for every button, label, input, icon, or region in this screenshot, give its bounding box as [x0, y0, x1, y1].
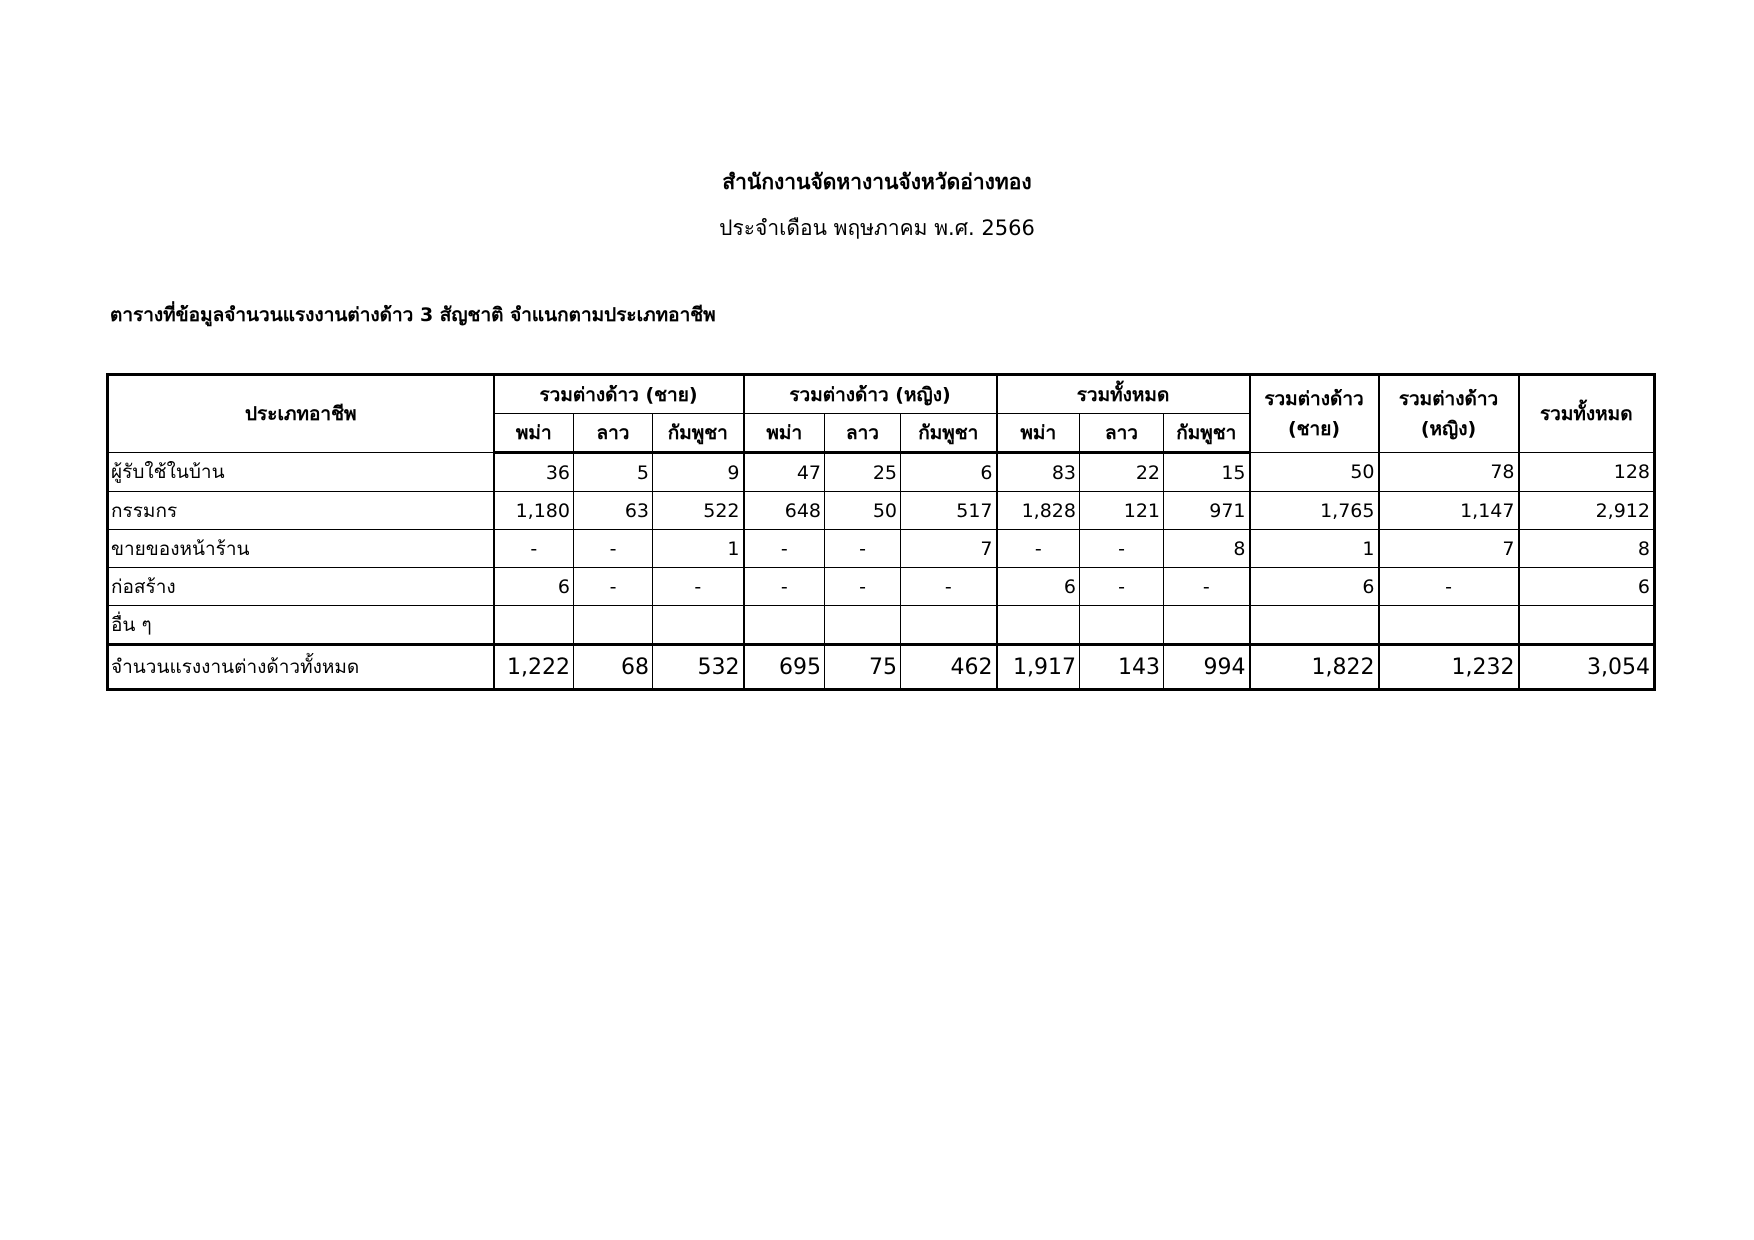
table-cell: 47 [744, 453, 825, 492]
total-female-header: รวมต่างด้าว (หญิง) [1379, 375, 1519, 453]
table-cell: 2,912 [1519, 492, 1655, 530]
table-cell: 1,828 [997, 492, 1080, 530]
table-cell: 7 [1379, 530, 1519, 568]
nationality-header: พม่า [997, 414, 1080, 453]
table-cell [494, 606, 574, 645]
labor-table [106, 373, 1656, 691]
table-cell: 522 [653, 492, 744, 530]
table-cell: - [1080, 568, 1164, 606]
table-cell: 1,180 [494, 492, 574, 530]
nationality-header: ลาว [825, 414, 901, 453]
table-cell: - [574, 568, 653, 606]
nationality-header: พม่า [494, 414, 574, 453]
table-cell: 532 [653, 645, 744, 690]
table-cell: 5 [574, 453, 653, 492]
table-cell: 68 [574, 645, 653, 690]
table-cell: 1,822 [1250, 645, 1379, 690]
table-cell: - [825, 568, 901, 606]
table-cell: 8 [1164, 530, 1250, 568]
table-cell: - [744, 568, 825, 606]
table-cell [1519, 606, 1655, 645]
total-row [108, 645, 1655, 690]
table-cell: 695 [744, 645, 825, 690]
occupation-header: ประเภทอาชีพ [108, 375, 494, 453]
nationality-header: กัมพูชา [1164, 414, 1250, 453]
grand-total-header: รวมทั้งหมด [1519, 375, 1655, 453]
female-group-header: รวมต่างด้าว (หญิง) [744, 375, 997, 414]
table-row [108, 453, 1655, 492]
table-cell: 50 [1250, 453, 1379, 492]
table-cell [1379, 606, 1519, 645]
table-cell: - [744, 530, 825, 568]
table-cell: 22 [1080, 453, 1164, 492]
table-cell [825, 606, 901, 645]
table-cell: 1 [1250, 530, 1379, 568]
table-cell [997, 606, 1080, 645]
table-cell: 648 [744, 492, 825, 530]
table-cell [744, 606, 825, 645]
table-cell: 971 [1164, 492, 1250, 530]
table-row [108, 530, 1655, 568]
table-cell: 75 [825, 645, 901, 690]
all-group-header: รวมทั้งหมด [997, 375, 1250, 414]
table-cell [1250, 606, 1379, 645]
nationality-header: ลาว [574, 414, 653, 453]
table-cell: 9 [653, 453, 744, 492]
table-cell: 36 [494, 453, 574, 492]
table-cell: 121 [1080, 492, 1164, 530]
nationality-header: กัมพูชา [901, 414, 997, 453]
row-label: ขายของหน้าร้าน [108, 530, 494, 568]
table-row [108, 568, 1655, 606]
table-cell: 6 [1519, 568, 1655, 606]
table-cell: 1,765 [1250, 492, 1379, 530]
table-cell: 7 [901, 530, 997, 568]
table-cell: 25 [825, 453, 901, 492]
nationality-header: พม่า [744, 414, 825, 453]
row-label: อื่น ๆ [108, 606, 494, 645]
table-cell: 3,054 [1519, 645, 1655, 690]
table-cell: 83 [997, 453, 1080, 492]
table-cell [653, 606, 744, 645]
table-row [108, 492, 1655, 530]
table-cell [574, 606, 653, 645]
table-cell: 50 [825, 492, 901, 530]
table-cell: 6 [997, 568, 1080, 606]
table-cell: 6 [901, 453, 997, 492]
table-cell: 1,917 [997, 645, 1080, 690]
table-cell: - [574, 530, 653, 568]
table-cell: 1,147 [1379, 492, 1519, 530]
table-cell: 1,232 [1379, 645, 1519, 690]
male-group-header: รวมต่างด้าว (ชาย) [494, 375, 744, 414]
table-cell [1164, 606, 1250, 645]
table-cell: 462 [901, 645, 997, 690]
table-cell: 8 [1519, 530, 1655, 568]
table-cell: 517 [901, 492, 997, 530]
table-cell: 143 [1080, 645, 1164, 690]
page-subtitle: ประจำเดือน พฤษภาคม พ.ศ. 2566 [719, 216, 1035, 240]
nationality-header: กัมพูชา [653, 414, 744, 453]
total-male-header: รวมต่างด้าว (ชาย) [1250, 375, 1379, 453]
table-cell [1080, 606, 1164, 645]
table-cell: - [494, 530, 574, 568]
table-cell: 1,222 [494, 645, 574, 690]
table-cell: 6 [494, 568, 574, 606]
table-caption: ตารางที่ข้อมูลจำนวนแรงงานต่างด้าว 3 สัญชาติ จำแนกตามประเภทอาชีพ [110, 304, 716, 326]
table-cell: 1 [653, 530, 744, 568]
table-cell: 994 [1164, 645, 1250, 690]
table-cell: 6 [1250, 568, 1379, 606]
table-cell [901, 606, 997, 645]
page-title: สำนักงานจัดหางานจังหวัดอ่างทอง [722, 170, 1032, 194]
table-cell: - [997, 530, 1080, 568]
table-cell: 63 [574, 492, 653, 530]
row-label: ผู้รับใช้ในบ้าน [108, 453, 494, 492]
table-cell: 128 [1519, 453, 1655, 492]
row-label: ก่อสร้าง [108, 568, 494, 606]
table-cell: - [1379, 568, 1519, 606]
row-label: จำนวนแรงงานต่างด้าวทั้งหมด [108, 645, 494, 690]
table-row [108, 606, 1655, 645]
table-cell: 15 [1164, 453, 1250, 492]
table-cell: - [1164, 568, 1250, 606]
row-label: กรรมกร [108, 492, 494, 530]
table-cell: - [825, 530, 901, 568]
table-cell: - [901, 568, 997, 606]
table-cell: - [1080, 530, 1164, 568]
table-cell: 78 [1379, 453, 1519, 492]
nationality-header: ลาว [1080, 414, 1164, 453]
table-cell: - [653, 568, 744, 606]
